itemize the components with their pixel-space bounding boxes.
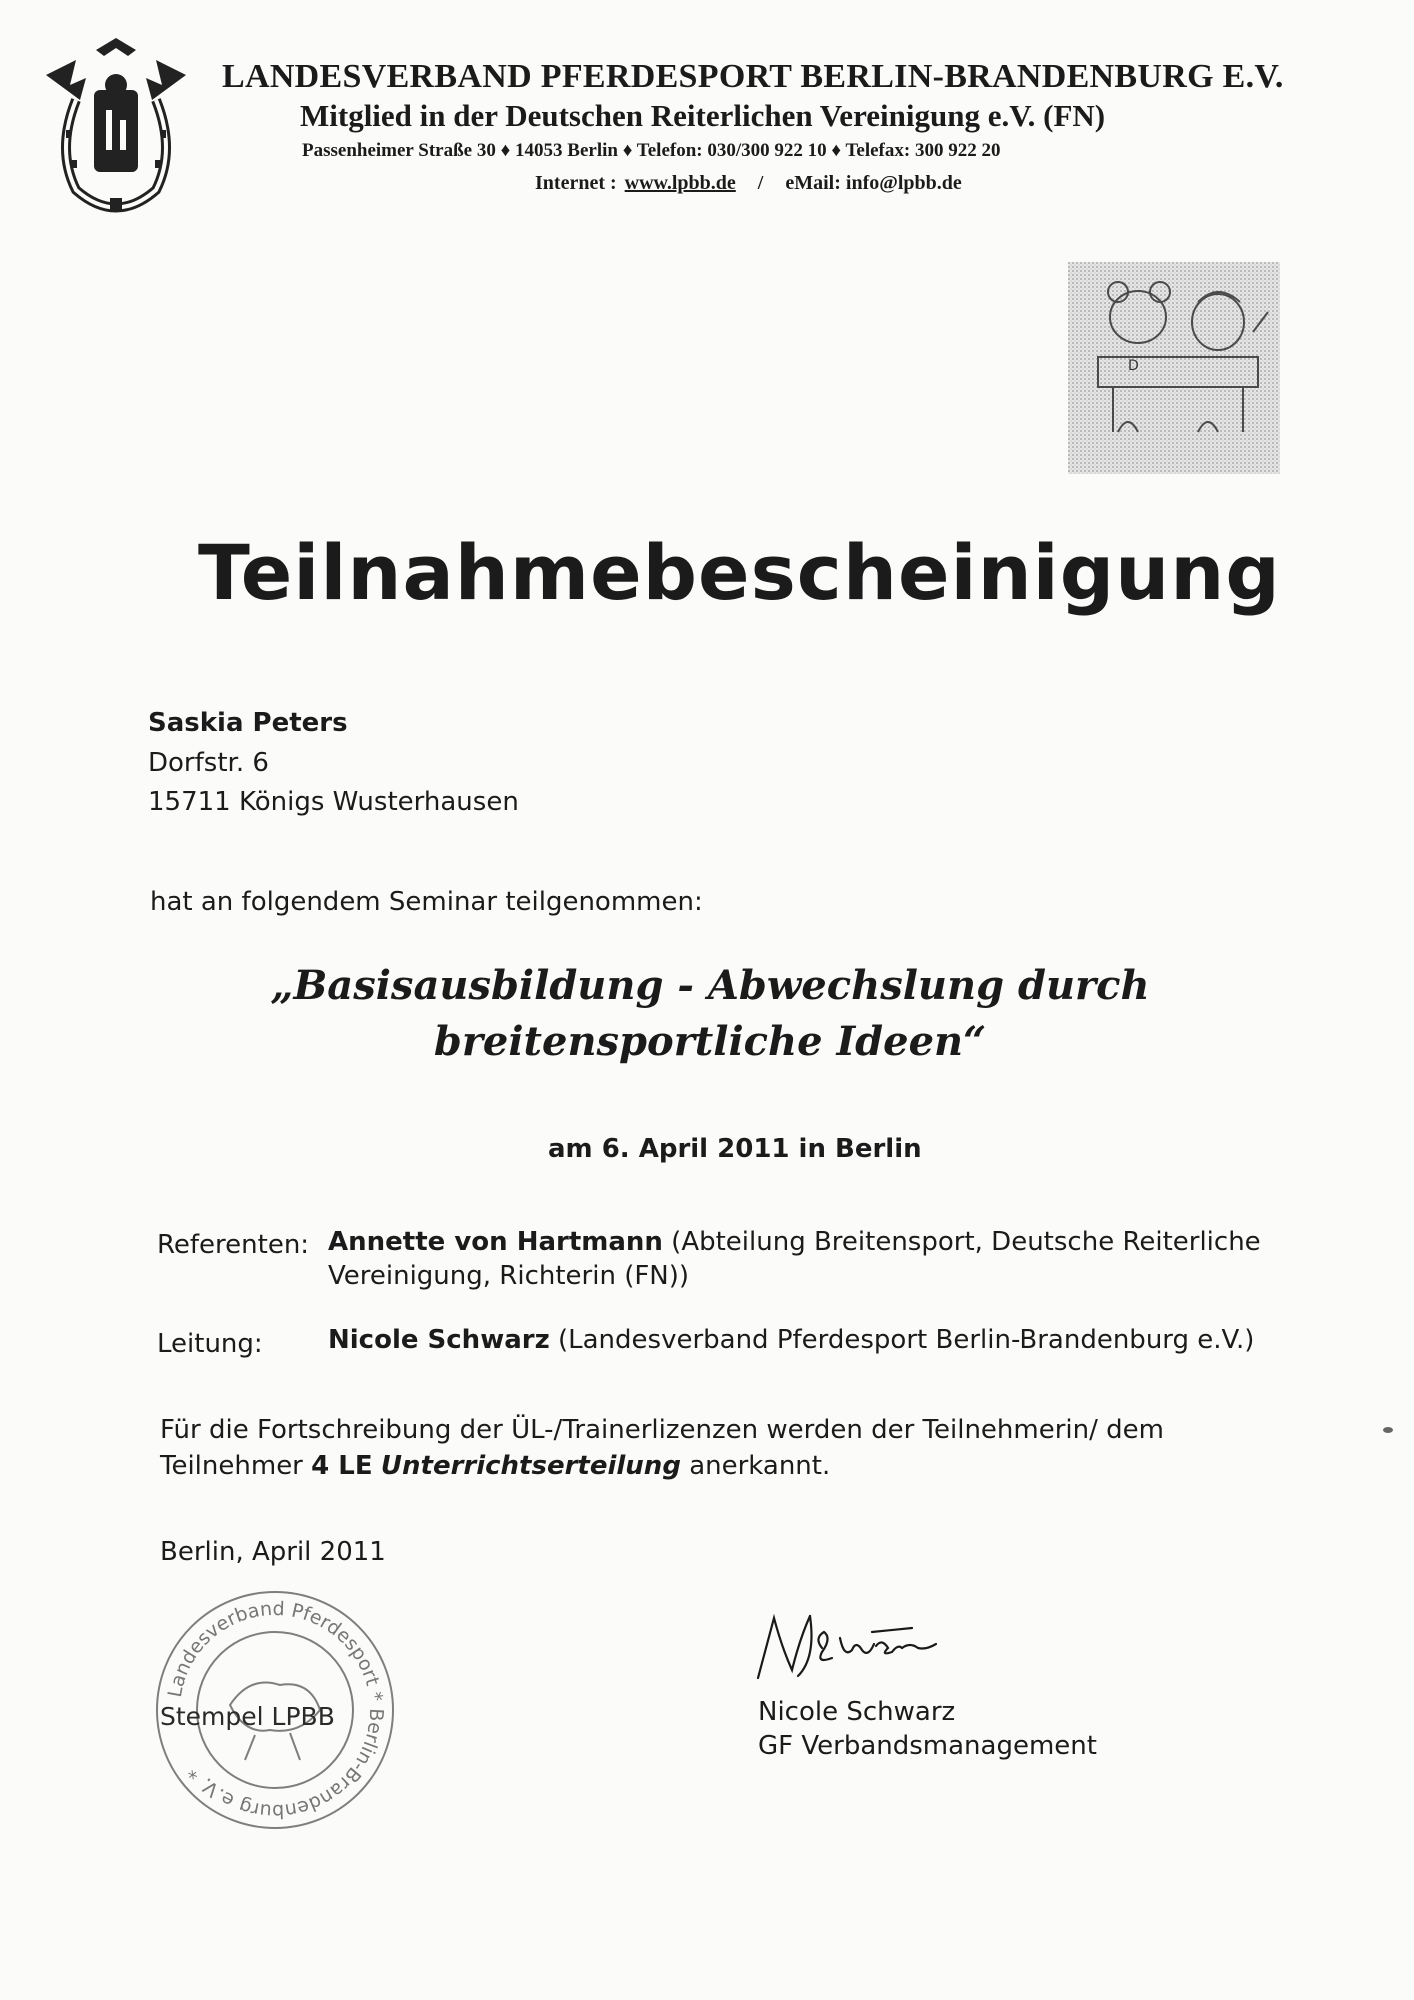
contact-separator: / xyxy=(757,172,764,194)
referenten-detail: (Abteilung Breitensport, Deutsche Reiterliche Vereinigung, Richterin (FN)) xyxy=(328,1227,1261,1291)
seminar-title xyxy=(150,958,1270,1070)
recognition-part-2: anerkannt. xyxy=(680,1451,831,1481)
leitung-value xyxy=(328,1323,1328,1357)
seminar-title-line-1: „Basisausbildung - Abwechslung durch xyxy=(270,962,1150,1009)
scan-artifact xyxy=(1382,1426,1394,1434)
svg-text:D: D xyxy=(1128,358,1139,374)
organization-membership: Mitglied in der Deutschen Reiterlichen Vereinigung e.V. (FN) xyxy=(300,98,1106,133)
signature-text: N.Schwarz xyxy=(752,1686,757,1687)
signer-name: Nicole Schwarz xyxy=(758,1697,956,1727)
organization-name: LANDESVERBAND PFERDESPORT BERLIN-BRANDENBURG E.V. xyxy=(222,58,1284,95)
referenten-name: Annette von Hartmann xyxy=(328,1227,663,1257)
stamp-ring-text: Landesverband Pferdesport * Berlin-Brandenburg e.V. * xyxy=(163,1597,388,1823)
document-title: Teilnahmebescheinigung xyxy=(198,528,1281,617)
place-and-date: Berlin, April 2011 xyxy=(160,1537,386,1567)
internet-label: Internet : xyxy=(535,172,617,194)
coat-of-arms-logo xyxy=(36,30,196,220)
referenten-value xyxy=(328,1225,1328,1293)
organization-address: Passenheimer Straße 30 ♦ 14053 Berlin ♦ Telefon: 030/300 922 10 ♦ Telefax: 300 922 20 xyxy=(302,140,1001,161)
license-recognition-text xyxy=(160,1412,1300,1484)
leitung-label: Leitung: xyxy=(157,1329,263,1359)
recognition-part-1: Für die Fortschreibung der ÜL-/Trainerlizenzen werden der Teilnehmerin/ dem Teilnehmer xyxy=(160,1415,1164,1481)
signer-role: GF Verbandsmanagement xyxy=(758,1731,1097,1761)
seminar-date-place: am 6. April 2011 in Berlin xyxy=(548,1134,922,1164)
organization-contact xyxy=(535,172,962,195)
leitung-detail: (Landesverband Pferdesport Berlin-Brandenburg e.V.) xyxy=(549,1325,1255,1355)
recipient-name: Saskia Peters xyxy=(148,708,348,738)
seminar-intro: hat an folgendem Seminar teilgenommen: xyxy=(150,887,703,917)
le-type: Unterrichtserteilung xyxy=(380,1451,681,1481)
decorative-clipart-image xyxy=(1068,262,1280,474)
email-text: eMail: info@lpbb.de xyxy=(785,172,962,194)
seminar-title-line-2: breitensportliche Ideen“ xyxy=(433,1018,987,1065)
referenten-label: Referenten: xyxy=(157,1230,310,1260)
recipient-city: 15711 Königs Wusterhausen xyxy=(148,787,519,817)
website-link[interactable]: www.lpbb.de xyxy=(624,172,736,194)
leitung-name: Nicole Schwarz xyxy=(328,1325,550,1355)
le-count: 4 LE xyxy=(311,1451,373,1481)
handwritten-signature xyxy=(752,1608,942,1688)
recipient-street: Dorfstr. 6 xyxy=(148,748,269,778)
stamp-label: Stempel LPBB xyxy=(160,1702,335,1731)
